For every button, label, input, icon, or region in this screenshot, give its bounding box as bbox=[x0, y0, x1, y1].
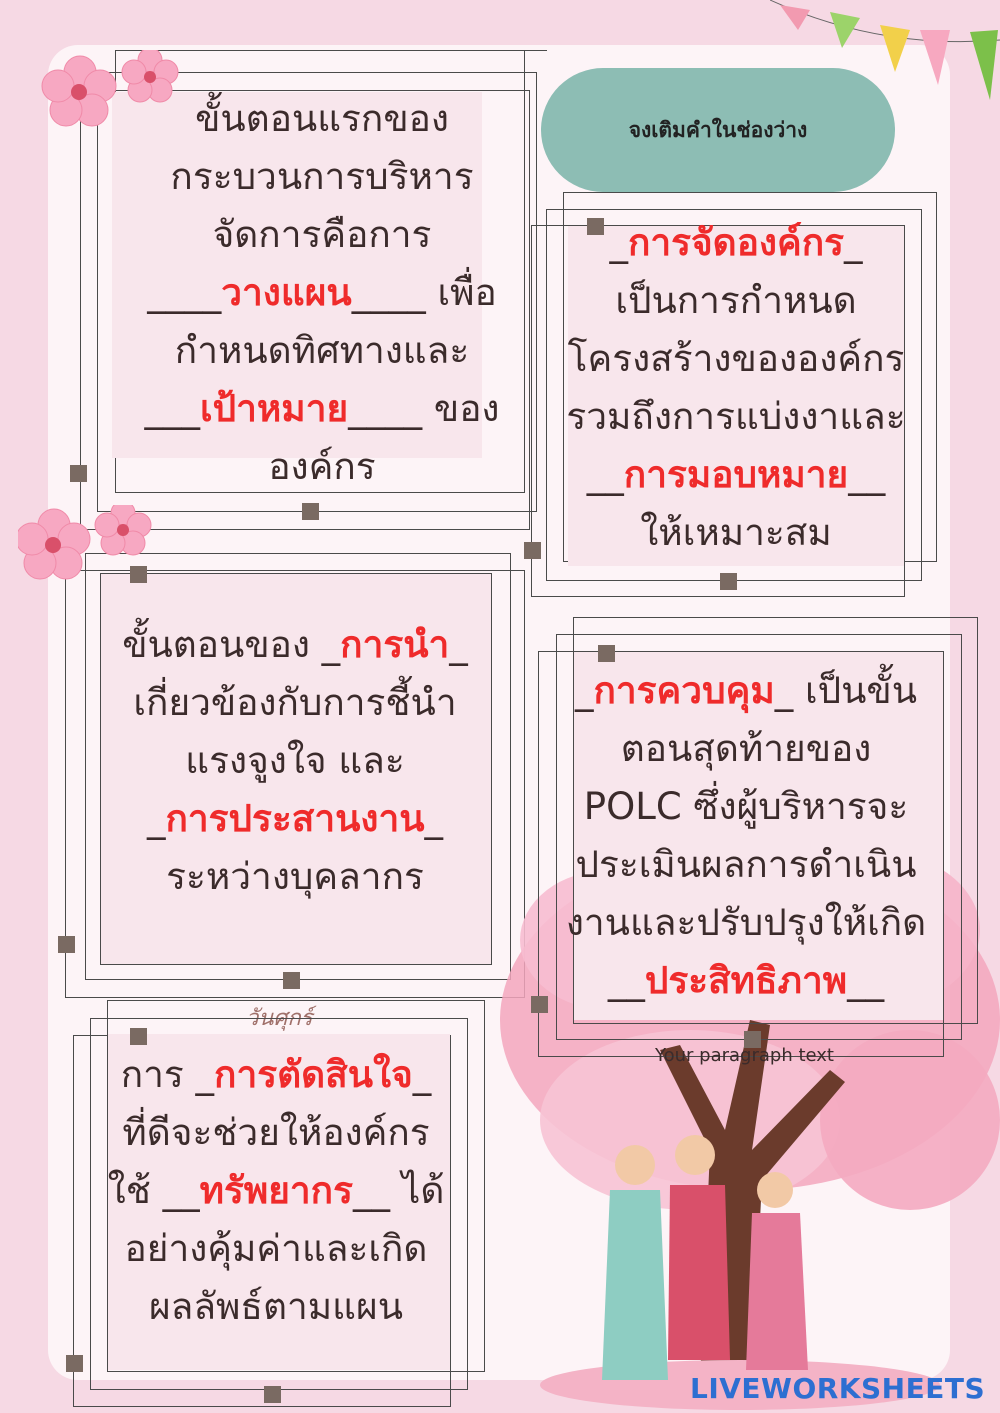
card-5-text bbox=[95, 1046, 457, 1336]
answer-field[interactable]: ทรัพยากร bbox=[199, 1169, 353, 1212]
text-line: จัดการคือการ bbox=[212, 213, 432, 256]
text-line: ตอนสุดท้ายของ bbox=[620, 727, 872, 770]
blank-line: __การมอบหมาย__ bbox=[586, 453, 886, 496]
frame-handle[interactable] bbox=[58, 936, 75, 953]
text-line: งานและปรับปรุงให้เกิด bbox=[565, 901, 927, 944]
frame-handle[interactable] bbox=[130, 1028, 147, 1045]
frame-handle[interactable] bbox=[302, 503, 319, 520]
text-line: องค์กร bbox=[268, 445, 376, 488]
frame-handle[interactable] bbox=[720, 573, 737, 590]
text-line: ที่ดีจะช่วยให้องค์กร bbox=[122, 1111, 430, 1154]
blank-line: ใช้ __ทรัพยากร__ ได้ bbox=[107, 1169, 445, 1212]
text-line: โครงสร้างขององค์กร bbox=[567, 337, 905, 380]
liveworksheets-logo[interactable]: LIVEWORKSHEETS bbox=[690, 1372, 986, 1405]
sakura-flower-icon bbox=[40, 50, 180, 130]
card-4-text bbox=[558, 662, 934, 1010]
frame-handle[interactable] bbox=[264, 1386, 281, 1403]
blank-line: _การควบคุม_ เป็นขั้น bbox=[575, 669, 917, 712]
card-2-text bbox=[548, 214, 924, 562]
text-line: เป็นการกำหนด bbox=[615, 279, 857, 322]
answer-field[interactable]: การประสานงาน bbox=[165, 797, 425, 840]
text-line: ผลลัพธ์ตามแผน bbox=[148, 1285, 403, 1328]
answer-field[interactable]: การจัดองค์กร bbox=[627, 221, 845, 264]
text-line: POLC ซึ่งผู้บริหารจะ bbox=[583, 785, 909, 828]
blank-line: ___เป้าหมาย____ ของ bbox=[144, 387, 500, 430]
blank-line: ขั้นตอนของ _การนำ_ bbox=[122, 623, 468, 666]
frame-handle[interactable] bbox=[598, 645, 615, 662]
answer-field[interactable]: การควบคุม bbox=[593, 669, 775, 712]
friday-label: วันศุกร์ bbox=[246, 1006, 313, 1031]
frame-handle[interactable] bbox=[524, 542, 541, 559]
text-line: ขั้นตอนแรกของ bbox=[195, 97, 449, 140]
text-line: อย่างคุ้มค่าและเกิด bbox=[124, 1227, 428, 1270]
instruction-text: จงเติมคำในช่องว่าง bbox=[628, 117, 808, 142]
answer-field[interactable]: การนำ bbox=[340, 623, 450, 666]
frame-handle[interactable] bbox=[66, 1355, 83, 1372]
frame-handle[interactable] bbox=[283, 972, 300, 989]
blank-line: ____วางแผน____ เพื่อ bbox=[147, 271, 497, 314]
text-line: ระหว่างบุคลากร bbox=[166, 855, 424, 898]
text-line: แรงจูงใจ และ bbox=[185, 739, 405, 782]
card-1-text bbox=[110, 90, 534, 496]
answer-field[interactable]: เป้าหมาย bbox=[200, 387, 349, 430]
text-line: เกี่ยวข้องกับการชี้นำ bbox=[133, 681, 457, 724]
text-line: ให้เหมาะสม bbox=[640, 511, 832, 554]
card-3-text bbox=[95, 616, 495, 906]
answer-field[interactable]: วางแผน bbox=[221, 271, 352, 314]
instruction-banner bbox=[541, 68, 895, 192]
text-line: กระบวนการบริหาร bbox=[170, 155, 474, 198]
answer-field[interactable]: การมอบหมาย bbox=[623, 453, 849, 496]
blank-line: __ประสิทธิภาพ__ bbox=[607, 959, 885, 1002]
blank-line: การ _การตัดสินใจ_ bbox=[120, 1053, 432, 1096]
paragraph-placeholder[interactable]: Your paragraph text bbox=[655, 1045, 834, 1066]
blank-line: _การจัดองค์กร_ bbox=[609, 221, 863, 264]
text-line: กำหนดทิศทางและ bbox=[174, 329, 470, 372]
blank-line: _การประสานงาน_ bbox=[146, 797, 444, 840]
text-line: รวมถึงการแบ่งงาและ bbox=[566, 395, 906, 438]
frame-handle[interactable] bbox=[531, 996, 548, 1013]
text-line: ประเมินผลการดำเนิน bbox=[575, 843, 917, 886]
frame-handle[interactable] bbox=[70, 465, 87, 482]
sakura-flower-icon bbox=[18, 505, 158, 585]
answer-field[interactable]: การตัดสินใจ bbox=[214, 1053, 413, 1096]
answer-field[interactable]: ประสิทธิภาพ bbox=[644, 959, 848, 1002]
